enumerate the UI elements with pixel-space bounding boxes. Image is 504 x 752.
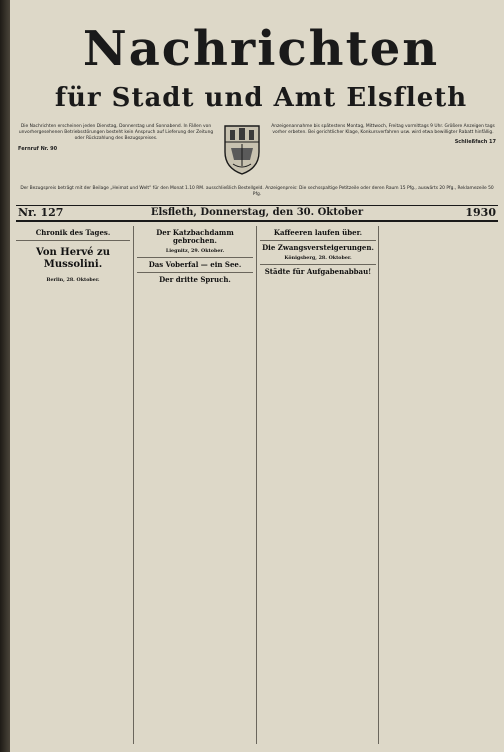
separator (137, 257, 253, 258)
column-1 (16, 226, 130, 744)
katzbach-heading: Der Katzbachdamm gebrochen. (156, 228, 234, 245)
column-divider (378, 226, 379, 744)
cities-heading: Städte für Aufgabenabbau! (264, 267, 372, 276)
coat-of-arms-icon (221, 122, 263, 176)
herve-heading: Von Hervé zu Mussolini. (36, 247, 110, 270)
newspaper-page (10, 0, 504, 752)
auctions-heading: Die Zwangsversteigerungen. (262, 243, 374, 252)
po-box: Schließfach 17 (454, 139, 496, 146)
masthead-left-notice (18, 124, 214, 152)
column-divider (133, 226, 134, 744)
advert-notice: Anzeigenannahme bis spätestens Montag, Mittwoch, Freitag vormittags 9 Uhr. Größere Anzeigen tags vorher erbeten. Bei gerichtlicher Klage, Konkursverfahren usw. wird etwa bewilligter Rabatt hinfällig. (271, 124, 495, 136)
column-4 (382, 226, 498, 744)
phone-number: Fernruf Nr. 90 (18, 145, 58, 152)
katzbach-dateline: Liegnitz, 29. Oktober. (165, 248, 225, 254)
coffee-heading: Kaffeeren laufen über. (273, 228, 363, 237)
column-3 (260, 226, 376, 744)
binding-edge (0, 0, 10, 752)
issue-number: Nr. 127 (18, 206, 64, 219)
pricing-line: Der Bezugspreis beträgt mit der Beilage „Heimat und Welt“ für den Monat 1.10 RM. ausschließlich Bestellgeld. Anzeigenpreis: Die sechsspaltige Petitzeile oder deren Raum 15 Pfg., auswärts 20 Pfg., Reklamezeile 50 Pfg. (20, 186, 494, 197)
issue-year: 1930 (465, 206, 496, 219)
masthead-subtitle: für Stadt und Amt Elsfleth (54, 83, 468, 113)
delivery-notice: Die Nachrichten erscheinen jeden Dienstag, Donnerstag und Sonnabend. In Fällen von unvorhergesehenen Betriebsstörungen besteht kein Anspruch auf Lieferung der Zeitung oder Rückzahlung des Bezugspreises. (18, 124, 214, 142)
auctions-dateline: Königsberg, 28. Oktober. (284, 255, 352, 261)
separator (16, 240, 130, 241)
chronicle-heading: Chronik des Tages. (35, 228, 111, 237)
article-columns (16, 226, 498, 744)
herve-dateline: Berlin, 28. Oktober. (46, 277, 100, 283)
voberfal-heading: Das Voberfal — ein See. (148, 260, 242, 269)
third-verdict-heading: Der dritte Spruch. (159, 275, 231, 284)
separator (260, 240, 376, 241)
masthead-title: Nachrichten (82, 21, 440, 77)
masthead-right-notice (270, 124, 496, 146)
issue-date: Elsfleth, Donnerstag, den 30. Oktober (150, 207, 364, 218)
separator (137, 272, 253, 273)
separator (260, 264, 376, 265)
dateline (16, 206, 498, 220)
column-divider (256, 226, 257, 744)
rule-bottom (16, 220, 498, 222)
column-2 (137, 226, 253, 744)
